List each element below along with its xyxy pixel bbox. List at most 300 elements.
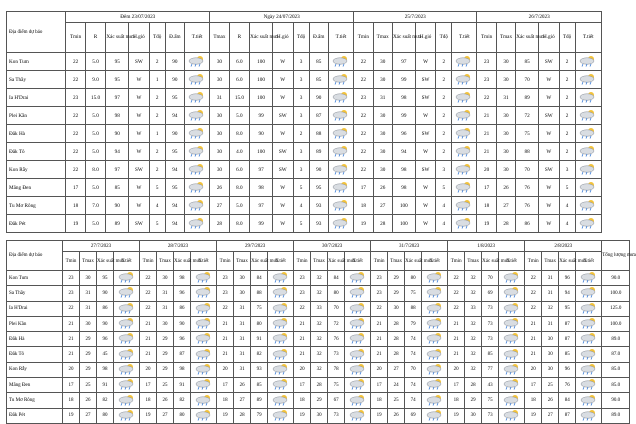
weather-icon	[576, 408, 602, 423]
cell-value: 30	[210, 161, 229, 179]
cell-value: 93	[251, 362, 268, 377]
cell-value: 100	[250, 143, 273, 161]
cell-value: 17	[354, 179, 373, 197]
cell-value: 18	[217, 393, 234, 408]
cell-value: 90	[106, 125, 129, 143]
cell-value: 90	[309, 89, 328, 107]
cell-value: 87	[559, 408, 576, 423]
weather-icon	[345, 301, 371, 316]
cell-value: SW	[272, 161, 293, 179]
cell-value: 93	[309, 197, 328, 215]
weather-icon	[191, 362, 217, 377]
location-name: Tu Mơ Rông	[7, 393, 63, 408]
cell-value: 95	[165, 89, 184, 107]
location-name: Măng Đen	[7, 179, 66, 197]
cell-value: 22	[66, 125, 85, 143]
weather-icon	[422, 393, 448, 408]
cell-value: 30	[496, 71, 515, 89]
cell-value: 75	[516, 125, 539, 143]
cell-value: 76	[559, 378, 576, 393]
cell-value: 96	[559, 362, 576, 377]
weather-icon	[185, 215, 210, 233]
cell-value: 22	[66, 71, 85, 89]
column-header: Tmin	[448, 252, 465, 271]
cell-value: 31	[234, 362, 251, 377]
cell-value: 100	[250, 71, 273, 89]
cell-value: 87	[309, 107, 328, 125]
cell-value: 32	[311, 332, 328, 347]
cell-value: 21	[63, 332, 80, 347]
weather-icon	[191, 408, 217, 423]
cell-value: 78	[328, 362, 345, 377]
cell-value: 28	[388, 332, 405, 347]
column-header: Tmax	[496, 23, 515, 53]
cell-value: 30	[80, 271, 97, 286]
weather-icon	[576, 271, 602, 286]
weather-icon	[268, 286, 294, 301]
weather-icon	[345, 378, 371, 393]
total-rain-header: Tổng lượng mưa	[602, 241, 630, 271]
cell-value: 31	[234, 301, 251, 316]
cell-value: 23	[371, 286, 388, 301]
cell-value: 89	[106, 215, 129, 233]
cell-value: 94	[106, 143, 129, 161]
cell-value: 32	[311, 271, 328, 286]
cell-value: 70	[482, 271, 499, 286]
cell-value: 87	[559, 316, 576, 331]
cell-value: 21	[217, 347, 234, 362]
cell-value: 5.0	[85, 53, 106, 71]
weather-icon	[268, 378, 294, 393]
weather-icon	[191, 271, 217, 286]
cell-value: 21	[477, 143, 496, 161]
cell-value: 23	[294, 271, 311, 286]
cell-value: W	[539, 143, 560, 161]
cell-value: 32	[542, 301, 559, 316]
column-header: H.gió	[539, 23, 560, 53]
column-header: T.tiết	[452, 23, 477, 53]
cell-value: 99	[392, 71, 415, 89]
cell-value: 89	[516, 89, 539, 107]
cell-value: 2	[149, 107, 165, 125]
cell-value: 20	[525, 362, 542, 377]
cell-value: 88	[405, 301, 422, 316]
cell-value: 7.0	[85, 197, 106, 215]
cell-value: 3	[293, 89, 309, 107]
location-name: Đăk Hà	[7, 332, 63, 347]
cell-value: 90	[165, 53, 184, 71]
cell-value: 70	[516, 71, 539, 89]
cell-value: 31	[210, 89, 229, 107]
cell-value: 73	[328, 347, 345, 362]
weather-icon	[268, 271, 294, 286]
cell-value: 80	[405, 271, 422, 286]
weather-icon	[422, 286, 448, 301]
cell-value: 2	[436, 143, 452, 161]
cell-value: 76	[516, 197, 539, 215]
weather-icon	[422, 347, 448, 362]
column-header: Xác suất mưa	[392, 23, 415, 53]
cell-value: 25	[388, 393, 405, 408]
cell-value: 2	[149, 53, 165, 71]
cell-value: 30	[234, 286, 251, 301]
cell-value: 96	[559, 271, 576, 286]
cell-value: 5.0	[229, 107, 250, 125]
cell-value: 19	[477, 215, 496, 233]
weather-icon	[185, 53, 210, 71]
cell-value: 74	[405, 378, 422, 393]
cell-value: 99	[250, 107, 273, 125]
cell-value: 90	[97, 316, 114, 331]
cell-value: SW	[539, 53, 560, 71]
column-header: T.tiết	[575, 23, 601, 53]
cell-value: 28	[388, 316, 405, 331]
cell-value: 22	[525, 301, 542, 316]
cell-value: 20	[294, 362, 311, 377]
forecast-table-week1	[6, 11, 602, 233]
cell-value: 3	[293, 161, 309, 179]
cell-value: 95	[165, 143, 184, 161]
weather-icon	[268, 362, 294, 377]
weather-icon	[575, 143, 601, 161]
cell-value: 95	[97, 271, 114, 286]
table-row	[7, 161, 602, 179]
location-name: Đăk Pét	[7, 215, 66, 233]
cell-value: W	[539, 71, 560, 89]
cell-value: 21	[477, 125, 496, 143]
weather-icon	[191, 332, 217, 347]
cell-value: 95	[106, 53, 129, 71]
cell-value: 94	[559, 286, 576, 301]
column-header: Xác suất mưa	[250, 23, 273, 53]
cell-value: 1	[149, 125, 165, 143]
cell-value: 32	[465, 271, 482, 286]
cell-value: 28	[465, 378, 482, 393]
cell-value: 88	[251, 286, 268, 301]
cell-value: 19	[354, 215, 373, 233]
column-header: R	[229, 23, 250, 53]
cell-value: 21	[140, 347, 157, 362]
cell-value: 82	[97, 393, 114, 408]
cell-value: 18	[63, 393, 80, 408]
cell-value: 80	[328, 286, 345, 301]
cell-value: 94	[165, 161, 184, 179]
cell-value: 95	[309, 179, 328, 197]
cell-value: 32	[465, 362, 482, 377]
location-name: Plei Kần	[7, 316, 63, 331]
location-header: Địa điểm dự báo	[7, 12, 66, 53]
cell-value: SW	[129, 53, 150, 71]
cell-value: 18	[140, 393, 157, 408]
column-header: Tmin	[217, 252, 234, 271]
total-rain-value: 90.0	[602, 393, 630, 408]
weather-icon	[185, 125, 210, 143]
cell-value: 21	[294, 347, 311, 362]
cell-value: 20	[217, 362, 234, 377]
location-name: Đăk Pét	[7, 408, 63, 423]
cell-value: 22	[140, 271, 157, 286]
cell-value: 29	[388, 271, 405, 286]
weather-icon	[499, 332, 525, 347]
cell-value: 22	[525, 271, 542, 286]
weather-icon	[185, 71, 210, 89]
column-header: Tmax	[465, 252, 482, 271]
cell-value: 30	[373, 143, 392, 161]
weather-icon	[191, 378, 217, 393]
cell-value: W	[129, 179, 150, 197]
cell-value: 4	[436, 197, 452, 215]
cell-value: 22	[525, 286, 542, 301]
cell-value: 96	[392, 125, 415, 143]
cell-value: 30	[496, 161, 515, 179]
cell-value: 80	[174, 408, 191, 423]
cell-value: 30	[542, 332, 559, 347]
location-name: Kon Rẫy	[7, 161, 66, 179]
weather-icon	[452, 89, 477, 107]
column-header: T.tiết	[114, 252, 140, 271]
column-header: Tmin	[66, 23, 85, 53]
cell-value: 17	[63, 378, 80, 393]
cell-value: 84	[251, 271, 268, 286]
weather-icon	[185, 143, 210, 161]
cell-value: 80	[97, 408, 114, 423]
cell-value: 22	[66, 143, 85, 161]
column-header: Xác suất mưa	[559, 252, 576, 271]
weather-icon	[575, 71, 601, 89]
cell-value: 26	[157, 393, 174, 408]
column-header: Xác suất mưa	[174, 252, 191, 271]
cell-value: 2	[559, 71, 575, 89]
column-header: T.tiết	[576, 252, 602, 271]
cell-value: SW	[539, 161, 560, 179]
cell-value: 75	[328, 378, 345, 393]
cell-value: W	[539, 89, 560, 107]
cell-value: 90	[250, 125, 273, 143]
cell-value: 73	[482, 301, 499, 316]
weather-icon	[114, 271, 140, 286]
cell-value: 31	[80, 286, 97, 301]
cell-value: W	[129, 125, 150, 143]
weather-icon	[185, 179, 210, 197]
cell-value: 3	[293, 143, 309, 161]
cell-value: 27	[157, 408, 174, 423]
total-rain-value: 89.0	[602, 332, 630, 347]
cell-value: 27	[373, 197, 392, 215]
cell-value: 98	[250, 179, 273, 197]
cell-value: SW	[539, 107, 560, 125]
weather-icon	[422, 378, 448, 393]
cell-value: 33	[311, 301, 328, 316]
cell-value: 85	[516, 53, 539, 71]
cell-value: 30	[210, 125, 229, 143]
cell-value: 19	[217, 408, 234, 423]
cell-value: W	[415, 179, 436, 197]
cell-value: 22	[354, 107, 373, 125]
cell-value: 69	[482, 286, 499, 301]
weather-icon	[452, 215, 477, 233]
cell-value: 2	[559, 53, 575, 71]
table-row	[7, 316, 630, 331]
cell-value: 93	[309, 215, 328, 233]
weather-icon	[422, 362, 448, 377]
cell-value: 18	[294, 393, 311, 408]
cell-value: 86	[174, 301, 191, 316]
cell-value: 32	[311, 347, 328, 362]
cell-value: 19	[525, 408, 542, 423]
column-header: Tmax	[311, 252, 328, 271]
cell-value: 5.0	[85, 107, 106, 125]
weather-icon	[452, 179, 477, 197]
cell-value: 91	[251, 332, 268, 347]
cell-value: 22	[66, 161, 85, 179]
table-row	[7, 197, 602, 215]
cell-value: 20	[371, 362, 388, 377]
cell-value: W	[129, 143, 150, 161]
cell-value: 67	[328, 393, 345, 408]
cell-value: 28	[311, 378, 328, 393]
weather-icon	[499, 393, 525, 408]
column-header: Tđộ	[149, 23, 165, 53]
cell-value: 32	[311, 286, 328, 301]
cell-value: 22	[354, 125, 373, 143]
column-header: Tmin	[294, 252, 311, 271]
cell-value: 72	[516, 107, 539, 125]
cell-value: 30	[80, 316, 97, 331]
cell-value: 90	[165, 71, 184, 89]
cell-value: 30	[157, 271, 174, 286]
cell-value: 5.0	[85, 143, 106, 161]
cell-value: 82	[174, 393, 191, 408]
cell-value: W	[272, 197, 293, 215]
location-name: Đăk Tô	[7, 347, 63, 362]
cell-value: 18	[66, 197, 85, 215]
cell-value: 3	[293, 71, 309, 89]
cell-value: 84	[559, 393, 576, 408]
cell-value: SW	[415, 161, 436, 179]
cell-value: 22	[63, 301, 80, 316]
cell-value: 29	[157, 362, 174, 377]
cell-value: W	[272, 89, 293, 107]
weather-icon	[328, 107, 353, 125]
cell-value: 25	[157, 378, 174, 393]
weather-icon	[191, 393, 217, 408]
cell-value: 100	[250, 89, 273, 107]
column-header: Tmax	[234, 252, 251, 271]
cell-value: 21	[525, 316, 542, 331]
cell-value: 23	[477, 71, 496, 89]
weather-icon	[345, 347, 371, 362]
cell-value: W	[272, 215, 293, 233]
column-header: Tmax	[210, 23, 229, 53]
cell-value: 84	[328, 271, 345, 286]
location-name: Ia H'Drai	[7, 89, 66, 107]
weather-icon	[422, 316, 448, 331]
column-header: Xác suất mưa	[106, 23, 129, 53]
weather-icon	[328, 125, 353, 143]
cell-value: 31	[157, 301, 174, 316]
cell-value: 80	[251, 316, 268, 331]
column-header: Xác suất mưa	[328, 252, 345, 271]
cell-value: 4	[559, 215, 575, 233]
cell-value: 30	[373, 71, 392, 89]
cell-value: 22	[448, 271, 465, 286]
location-name: Đăk Hà	[7, 125, 66, 143]
table-row	[7, 89, 602, 107]
cell-value: 3	[293, 107, 309, 125]
cell-value: W	[415, 197, 436, 215]
weather-icon	[499, 301, 525, 316]
weather-icon	[345, 271, 371, 286]
column-header: H.gió	[272, 23, 293, 53]
cell-value: 4.0	[229, 143, 250, 161]
cell-value: W	[539, 197, 560, 215]
cell-value: 70	[516, 161, 539, 179]
cell-value: 5	[149, 215, 165, 233]
cell-value: 30	[210, 143, 229, 161]
weather-icon	[345, 332, 371, 347]
cell-value: 100	[392, 215, 415, 233]
cell-value: 20	[63, 362, 80, 377]
weather-icon	[575, 89, 601, 107]
table-row	[7, 362, 630, 377]
cell-value: 2	[149, 143, 165, 161]
cell-value: 97	[250, 197, 273, 215]
cell-value: 21	[448, 347, 465, 362]
table-row	[7, 301, 630, 316]
location-name: Măng Đen	[7, 378, 63, 393]
weather-icon	[114, 378, 140, 393]
weather-icon	[576, 347, 602, 362]
total-rain-value: 125.0	[602, 301, 630, 316]
cell-value: 20	[477, 161, 496, 179]
column-header: Tmax	[542, 252, 559, 271]
table-row	[7, 53, 602, 71]
cell-value: 23	[477, 53, 496, 71]
cell-value: 27	[234, 393, 251, 408]
cell-value: 17	[477, 179, 496, 197]
cell-value: 31	[234, 316, 251, 331]
cell-value: 23	[63, 286, 80, 301]
column-header: Tmax	[388, 252, 405, 271]
cell-value: 22	[140, 286, 157, 301]
weather-icon	[499, 378, 525, 393]
weather-icon	[452, 143, 477, 161]
column-header: T.tiết	[185, 23, 210, 53]
cell-value: 32	[465, 316, 482, 331]
cell-value: 17	[448, 378, 465, 393]
cell-value: 22	[477, 89, 496, 107]
cell-value: 85	[309, 53, 328, 71]
location-name: Tu Mơ Rông	[7, 197, 66, 215]
column-header: Tmax	[157, 252, 174, 271]
cell-value: 32	[311, 362, 328, 377]
cell-value: 2	[436, 53, 452, 71]
cell-value: 5	[559, 179, 575, 197]
cell-value: 73	[482, 332, 499, 347]
cell-value: 94	[165, 107, 184, 125]
cell-value: 20	[448, 362, 465, 377]
cell-value: 90	[174, 316, 191, 331]
cell-value: 5	[149, 179, 165, 197]
cell-value: 22	[448, 301, 465, 316]
date-header: 2/8/2023	[525, 241, 602, 252]
weather-icon	[576, 316, 602, 331]
cell-value: 29	[157, 332, 174, 347]
cell-value: 30	[311, 408, 328, 423]
cell-value: 87	[559, 332, 576, 347]
cell-value: 26	[234, 378, 251, 393]
table-row	[7, 107, 602, 125]
